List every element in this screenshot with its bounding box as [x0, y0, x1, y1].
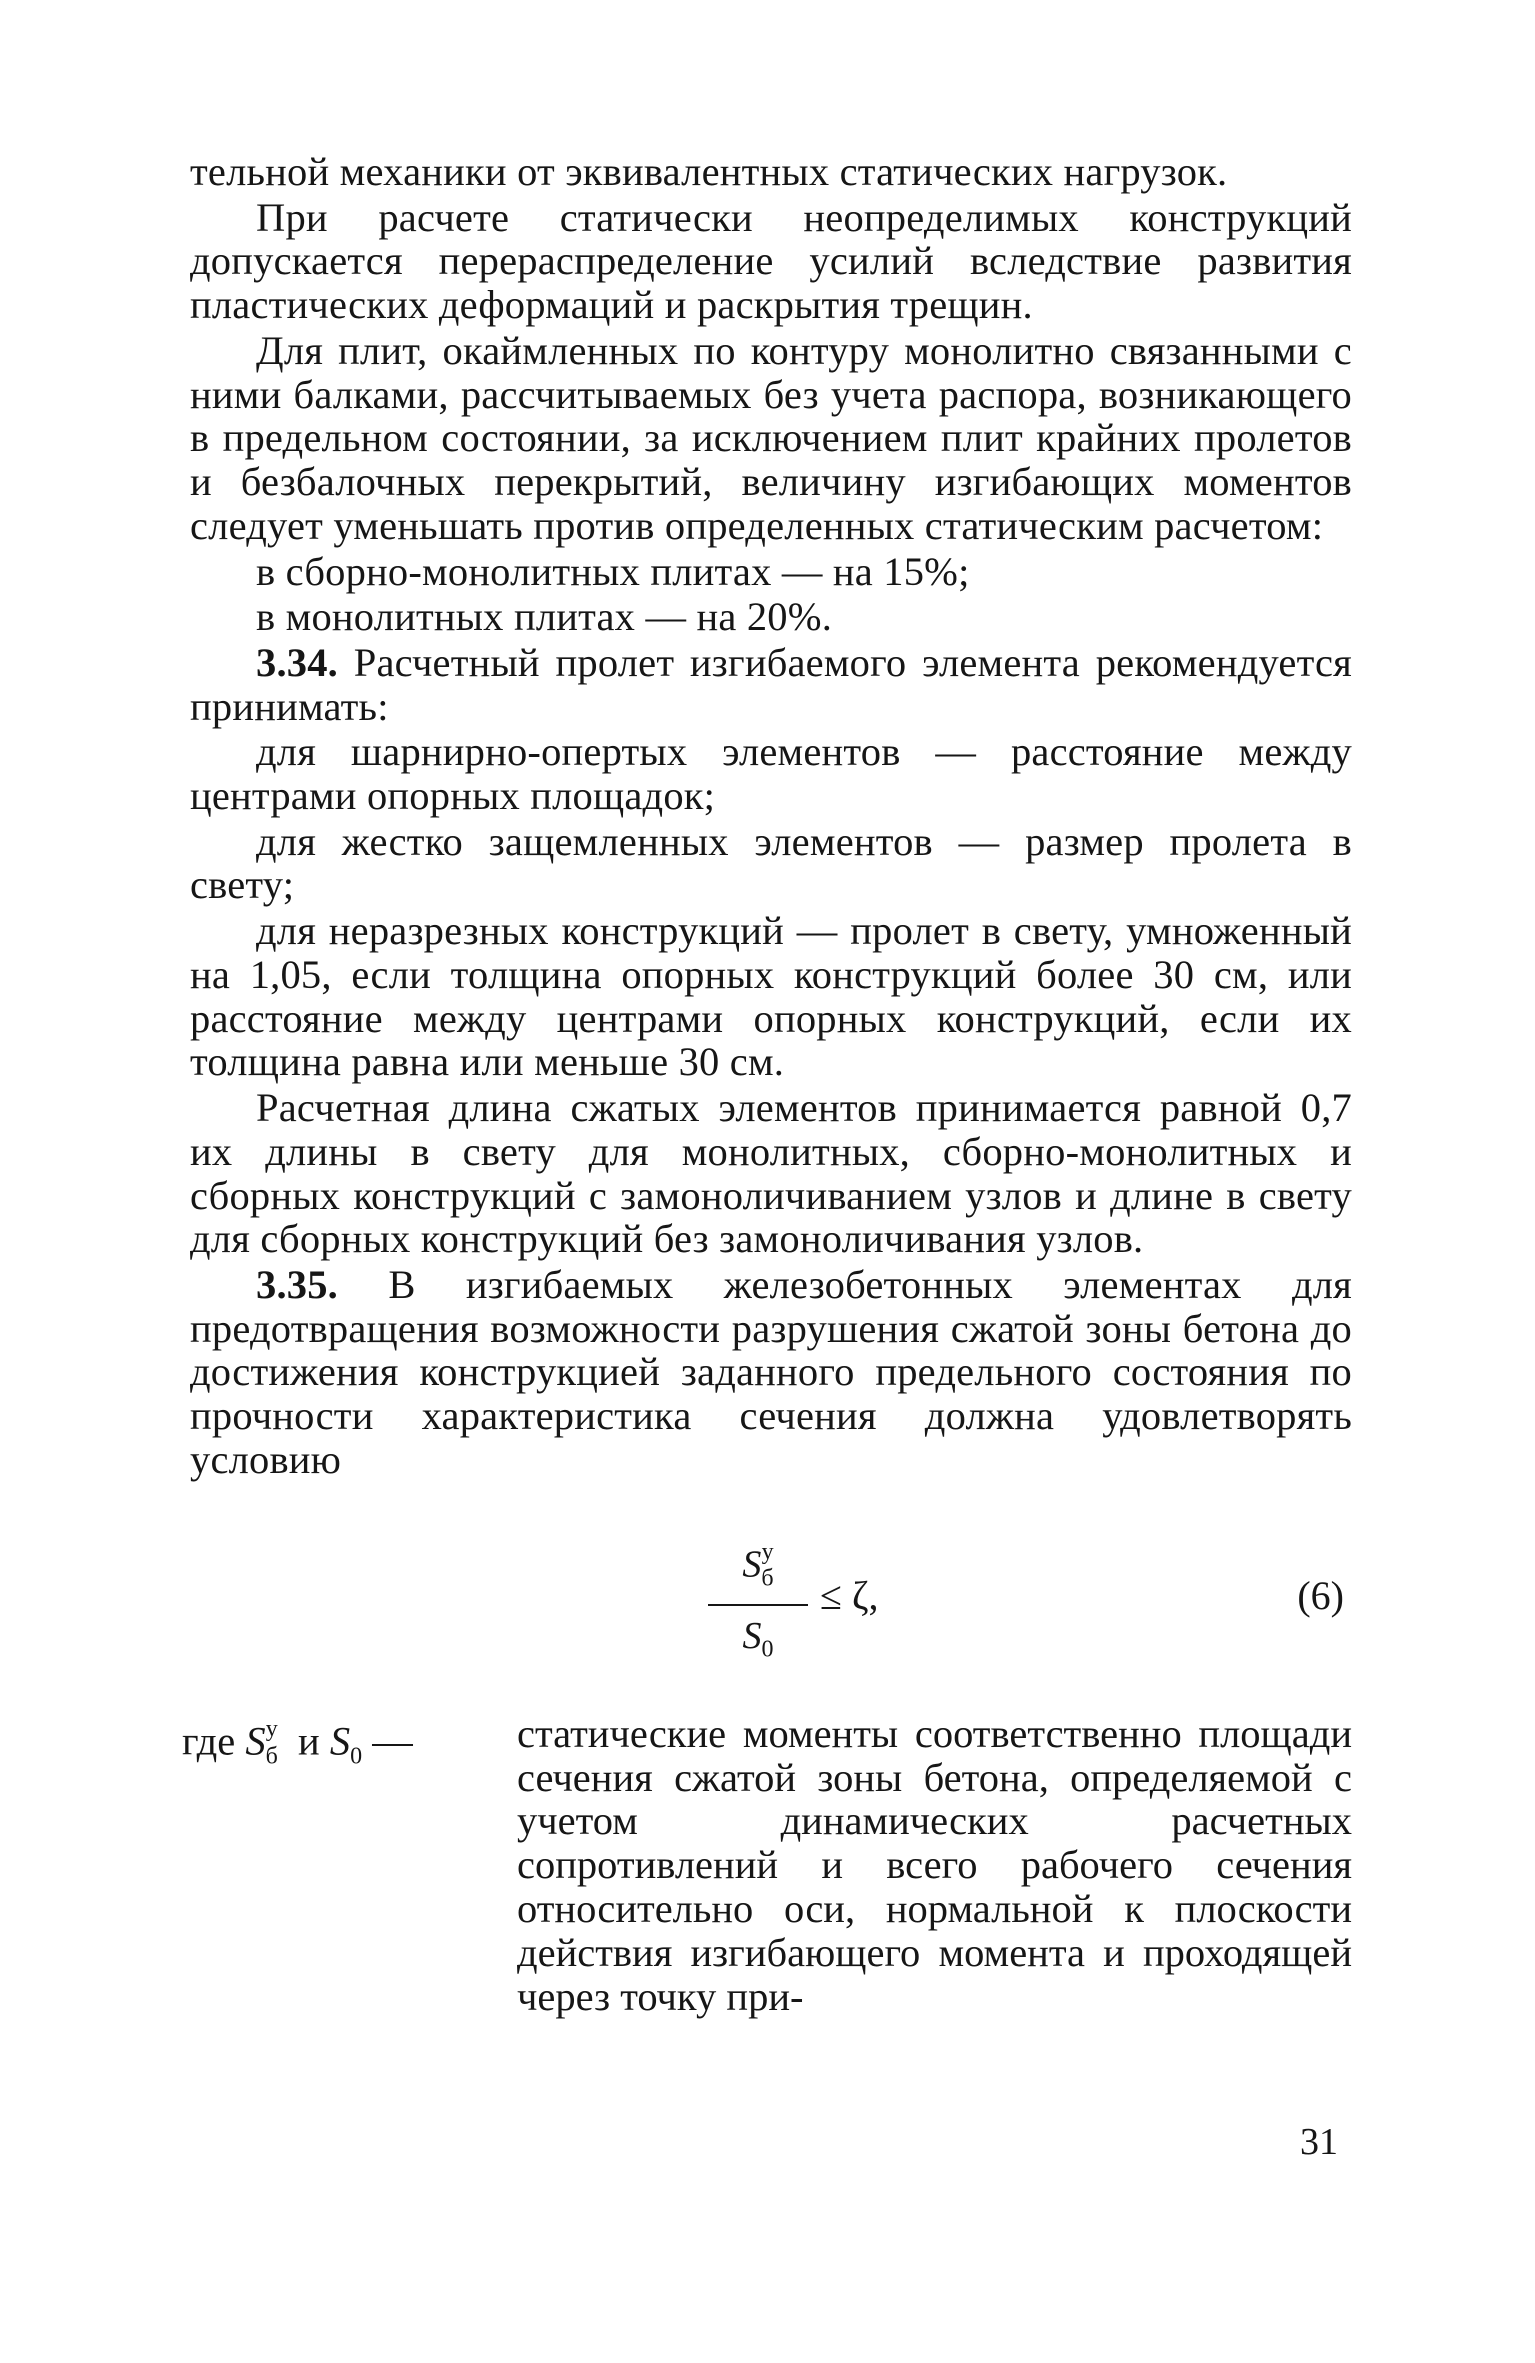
formula-relation: ≤ ζ, — [820, 1572, 879, 1618]
list-item: для шарнирно-опертых элементов — расстояние между центрами опорных площадок; — [190, 729, 1352, 818]
definition-text: статические моменты соответственно площади сечения сжатой зоны бетона, определяемой с учетом динамических расчетных сопротивлений и всего рабочего сечения относительно оси, нормальной к плоскости действия изгибающего момента и проходящей через точку при- — [517, 1710, 1352, 2019]
fraction-bar — [708, 1604, 808, 1606]
definition-lead: где $S_б^у$ и $S_0$ — — [182, 1715, 413, 1770]
formula — [190, 1534, 1352, 1684]
page-body — [182, 149, 1353, 2019]
page-number: 31 — [1300, 2121, 1338, 2163]
section-paragraph — [190, 1263, 1352, 1482]
paragraph-text: Расчетный пролет изгибаемого элемента рекомендуется принимать: — [190, 639, 1352, 729]
section-paragraph — [190, 641, 1352, 729]
equation-number: (6) — [1297, 1572, 1344, 1618]
paragraph: Расчетная длина сжатых элементов принимается равной 0,7 их длины в свету для монолитных, сборно-монолитных и сборных конструкций с замоноличиванием узлов и длине в свету для сборных конструкций без замоноличивания узлов. — [190, 1084, 1352, 1262]
paragraph: тельной механики от эквивалентных статических нагрузок. — [190, 149, 1228, 194]
section-number: 3.34. — [256, 639, 338, 685]
fraction-numerator: $S_б^у$ — [742, 1538, 774, 1592]
list-item: в сборно-монолитных плитах — на 15%; — [256, 548, 970, 594]
list-item: для неразрезных конструкций — пролет в свету, умноженный на 1,05, если толщина опорных конструкций более 30 см, или расстояние между центрами опорных конструкций, если их толщина равна или меньше 30 см. — [190, 907, 1352, 1085]
list-item: для жестко защемленных элементов — размер пролета в свету; — [190, 818, 1352, 908]
paragraph: Для плит, окаймленных по контуру монолитно связанными с ними балками, рассчитываемых без учета распора, возникающего в предельном состоянии, за исключением плит крайних пролетов и безбалочных перекрытий, величину изгибающих моментов следует уменьшать против определенных статическим расчетом: — [190, 327, 1352, 548]
paragraph: При расчете статически неопределимых конструкций допускается перераспределение усилий вследствие развития пластических деформаций и раскрытия трещин. — [190, 194, 1352, 328]
definition-block — [182, 1710, 1352, 2019]
paragraph-text: В изгибаемых железобетонных элементах для предотвращения возможности разрушения сжатой зоны бетона до достижения конструкцией заданного предельного состояния по прочности характеристика сечения должна удовлетворять условию — [190, 1261, 1353, 1483]
fraction-denominator: $S_0$ — [742, 1615, 774, 1663]
section-number: 3.35. — [256, 1261, 338, 1307]
list-item: в монолитных плитах — на 20%. — [256, 594, 833, 640]
fraction — [708, 1534, 808, 1672]
